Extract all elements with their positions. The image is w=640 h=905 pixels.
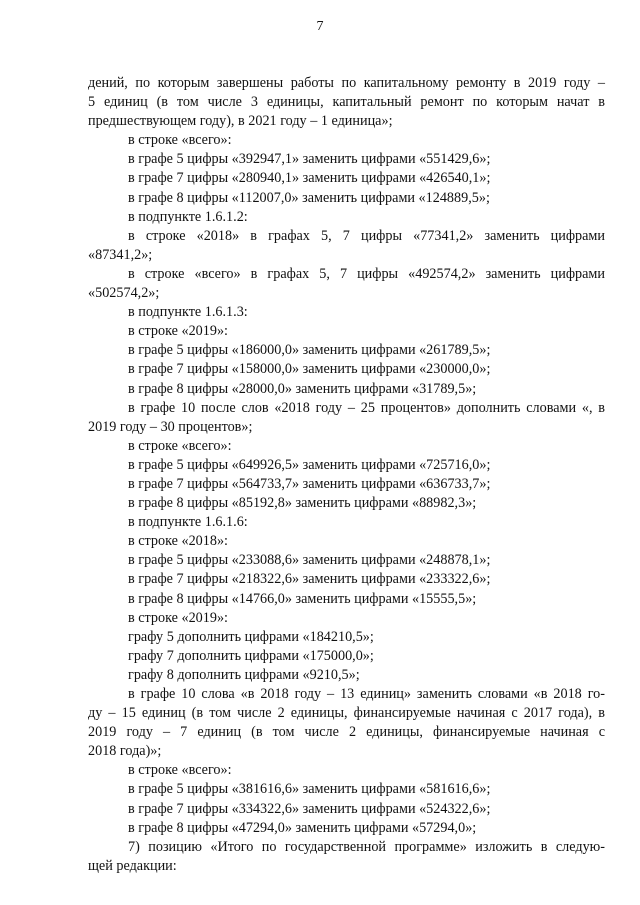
text-line: в графе 8 цифры «28000,0» заменить цифрами «31789,5»;: [128, 380, 477, 397]
text-line: дений, по которым завершены работы по капитальному ремонту в 2019 году –: [88, 75, 605, 91]
text-line: графу 7 дополнить цифрами «175000,0»;: [128, 647, 374, 664]
text-line: в строке «2019»:: [128, 323, 228, 340]
text-line: графу 8 дополнить цифрами «9210,5»;: [128, 666, 360, 683]
text-line: в подпункте 1.6.1.3:: [128, 304, 248, 321]
text-line: в графе 8 цифры «85192,8» заменить цифрами «88982,3»;: [128, 495, 477, 512]
text-line: в строке «2018» в графах 5, 7 цифры «77341,2» заменить цифрами: [128, 227, 605, 244]
text-line: щей редакции:: [88, 857, 177, 874]
text-line: в строке «2019»:: [128, 609, 228, 626]
text-line: в графе 5 цифры «392947,1» заменить цифрами «551429,6»;: [128, 151, 491, 168]
text-line: в графе 10 после слов «2018 году – 25 процентов» дополнить словами «, в: [128, 399, 605, 416]
text-line: 2018 года)»;: [88, 743, 162, 760]
text-line: графу 5 дополнить цифрами «184210,5»;: [128, 628, 374, 645]
text-line: в графе 7 цифры «564733,7» заменить цифрами «636733,7»;: [128, 475, 491, 492]
text-line: в графе 7 цифры «280940,1» заменить цифрами «426540,1»;: [128, 170, 491, 187]
text-line: в графе 5 цифры «381616,6» заменить цифрами «581616,6»;: [128, 781, 491, 798]
text-line: в графе 7 цифры «218322,6» заменить цифрами «233322,6»;: [128, 571, 491, 588]
text-line: 2019 году – 7 единиц (в том числе 2 единицы, финансируемые начиная с: [88, 724, 605, 741]
text-line: 5 единиц (в том числе 3 единицы, капитальный ремонт по которым начат в: [88, 94, 605, 111]
text-line: в графе 5 цифры «649926,5» заменить цифрами «725716,0»;: [128, 456, 491, 473]
text-line: в графе 10 слова «в 2018 году – 13 единиц» заменить словами «в 2018 го-: [128, 686, 605, 702]
text-line: в графе 8 цифры «112007,0» заменить цифрами «124889,5»;: [128, 189, 490, 206]
text-line: предшествующем году), в 2021 году – 1 единица»;: [88, 113, 393, 130]
text-line: в графе 7 цифры «334322,6» заменить цифрами «524322,6»;: [128, 800, 491, 817]
document-body: [88, 74, 605, 876]
text-line: в подпункте 1.6.1.2:: [128, 208, 248, 225]
text-line: в строке «всего» в графах 5, 7 цифры «492574,2» заменить цифрами: [128, 265, 605, 282]
page-number: 7: [316, 19, 324, 34]
text-line: в подпункте 1.6.1.6:: [128, 514, 248, 531]
text-line: ду – 15 единиц (в том числе 2 единицы, финансируемые начиная с 2017 года), в: [88, 705, 605, 722]
text-line: «87341,2»;: [88, 246, 153, 263]
text-line: в графе 8 цифры «47294,0» заменить цифрами «57294,0»;: [128, 819, 477, 836]
text-line: в графе 5 цифры «233088,6» заменить цифрами «248878,1»;: [128, 552, 491, 569]
text-line: в графе 5 цифры «186000,0» заменить цифрами «261789,5»;: [128, 342, 491, 359]
text-line: 7) позицию «Итого по государственной программе» изложить в следую-: [128, 838, 605, 855]
text-line: в строке «всего»:: [128, 437, 232, 454]
text-line: в графе 8 цифры «14766,0» заменить цифрами «15555,5»;: [128, 590, 477, 607]
text-line: «502574,2»;: [88, 285, 160, 302]
text-line: в строке «всего»:: [128, 132, 232, 149]
text-line: в строке «2018»:: [128, 533, 228, 550]
text-line: 2019 году – 30 процентов»;: [88, 418, 253, 435]
text-line: в строке «всего»:: [128, 762, 232, 779]
text-line: в графе 7 цифры «158000,0» заменить цифрами «230000,0»;: [128, 361, 491, 378]
